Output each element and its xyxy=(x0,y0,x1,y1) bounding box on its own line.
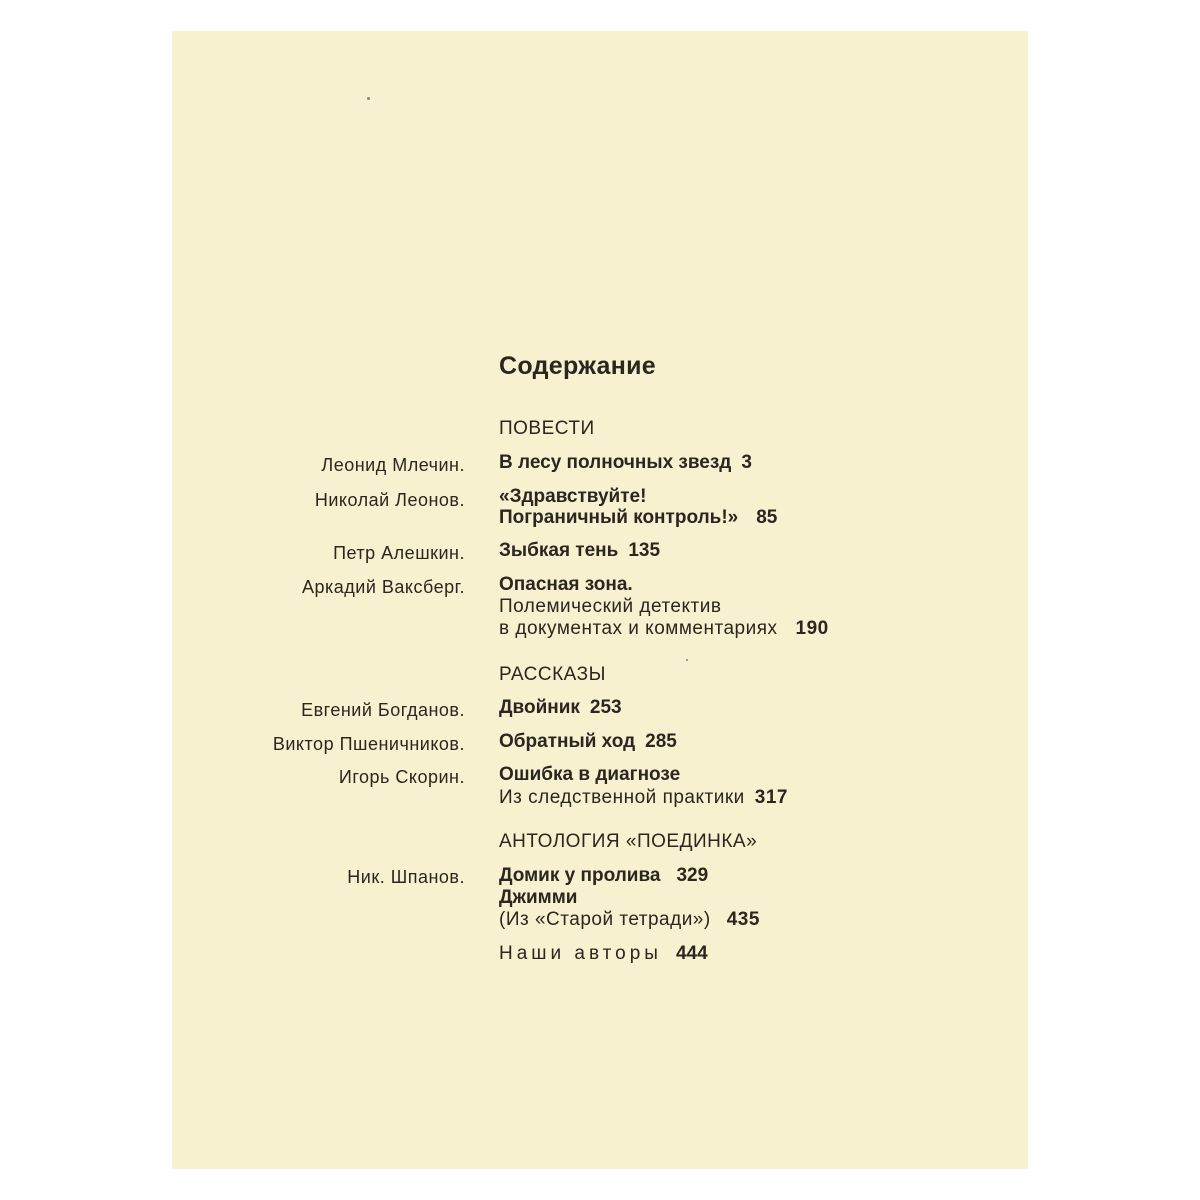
section-heading-rasskazy: РАССКАЗЫ xyxy=(499,664,606,685)
entry-page-number: 317 xyxy=(754,787,788,808)
entry-page-number: 85 xyxy=(756,507,778,528)
entry-page-number: 253 xyxy=(589,697,622,718)
entry-subtitle: (Из «Старой тетради») xyxy=(499,909,711,930)
entry-author: Аркадий Ваксберг. xyxy=(301,577,465,597)
paper-speck xyxy=(686,659,688,661)
entry-title-line xyxy=(499,540,660,562)
entry-title-line xyxy=(499,909,760,931)
entry-title: Опасная зона. xyxy=(499,574,633,595)
entry-subtitle: Из следственной практики xyxy=(499,787,745,808)
entry-title-line xyxy=(499,943,708,965)
entry-title: Домик у пролива xyxy=(499,865,661,886)
entry-page-number: 285 xyxy=(645,731,677,752)
authors-note-label: Наши авторы xyxy=(499,943,662,964)
page-title: Содержание xyxy=(499,352,657,380)
entry-author: Евгений Богданов. xyxy=(301,700,465,720)
entry-title: Двойник xyxy=(499,697,580,718)
entry-page-number: 444 xyxy=(675,943,708,964)
entry-author: Виктор Пшеничников. xyxy=(272,734,465,754)
entry-author: Ник. Шпанов. xyxy=(347,867,465,887)
entry-title-line xyxy=(499,697,622,719)
entry-author: Николай Леонов. xyxy=(314,490,465,510)
entry-title: В лесу полночных звезд xyxy=(499,452,732,473)
entry-title-line xyxy=(499,731,677,753)
paper-speck xyxy=(367,97,370,100)
entry-title-line xyxy=(499,452,752,474)
book-page xyxy=(172,31,1028,1169)
entry-title-line xyxy=(499,787,788,809)
section-heading-povesti: ПОВЕСТИ xyxy=(499,418,595,439)
entry-author: Игорь Скорин. xyxy=(338,767,465,787)
entry-title: Зыбкая тень xyxy=(499,540,619,561)
entry-subtitle: в документах и комментариях xyxy=(499,618,778,639)
entry-author: Леонид Млечин. xyxy=(321,455,465,475)
entry-subtitle: Полемический детектив xyxy=(499,596,722,617)
entry-title: Обратный ход xyxy=(499,731,636,752)
entry-title-line xyxy=(499,507,777,529)
entry-page-number: 435 xyxy=(726,909,760,930)
entry-title-line xyxy=(499,618,829,640)
entry-title: Ошибка в диагнозе xyxy=(499,764,681,785)
entry-title-continued: Пограничный контроль!» xyxy=(499,507,739,528)
entry-page-number: 3 xyxy=(741,452,752,473)
entry-page-number: 190 xyxy=(795,618,829,639)
entry-title: Джимми xyxy=(499,887,578,908)
entry-page-number: 329 xyxy=(676,865,709,886)
entry-title-line xyxy=(499,865,708,887)
entry-title: «Здравствуйте! xyxy=(499,486,647,507)
entry-author: Петр Алешкин. xyxy=(333,543,465,563)
entry-page-number: 135 xyxy=(628,540,661,561)
section-heading-antologiya: АНТОЛОГИЯ «ПОЕДИНКА» xyxy=(499,831,758,852)
